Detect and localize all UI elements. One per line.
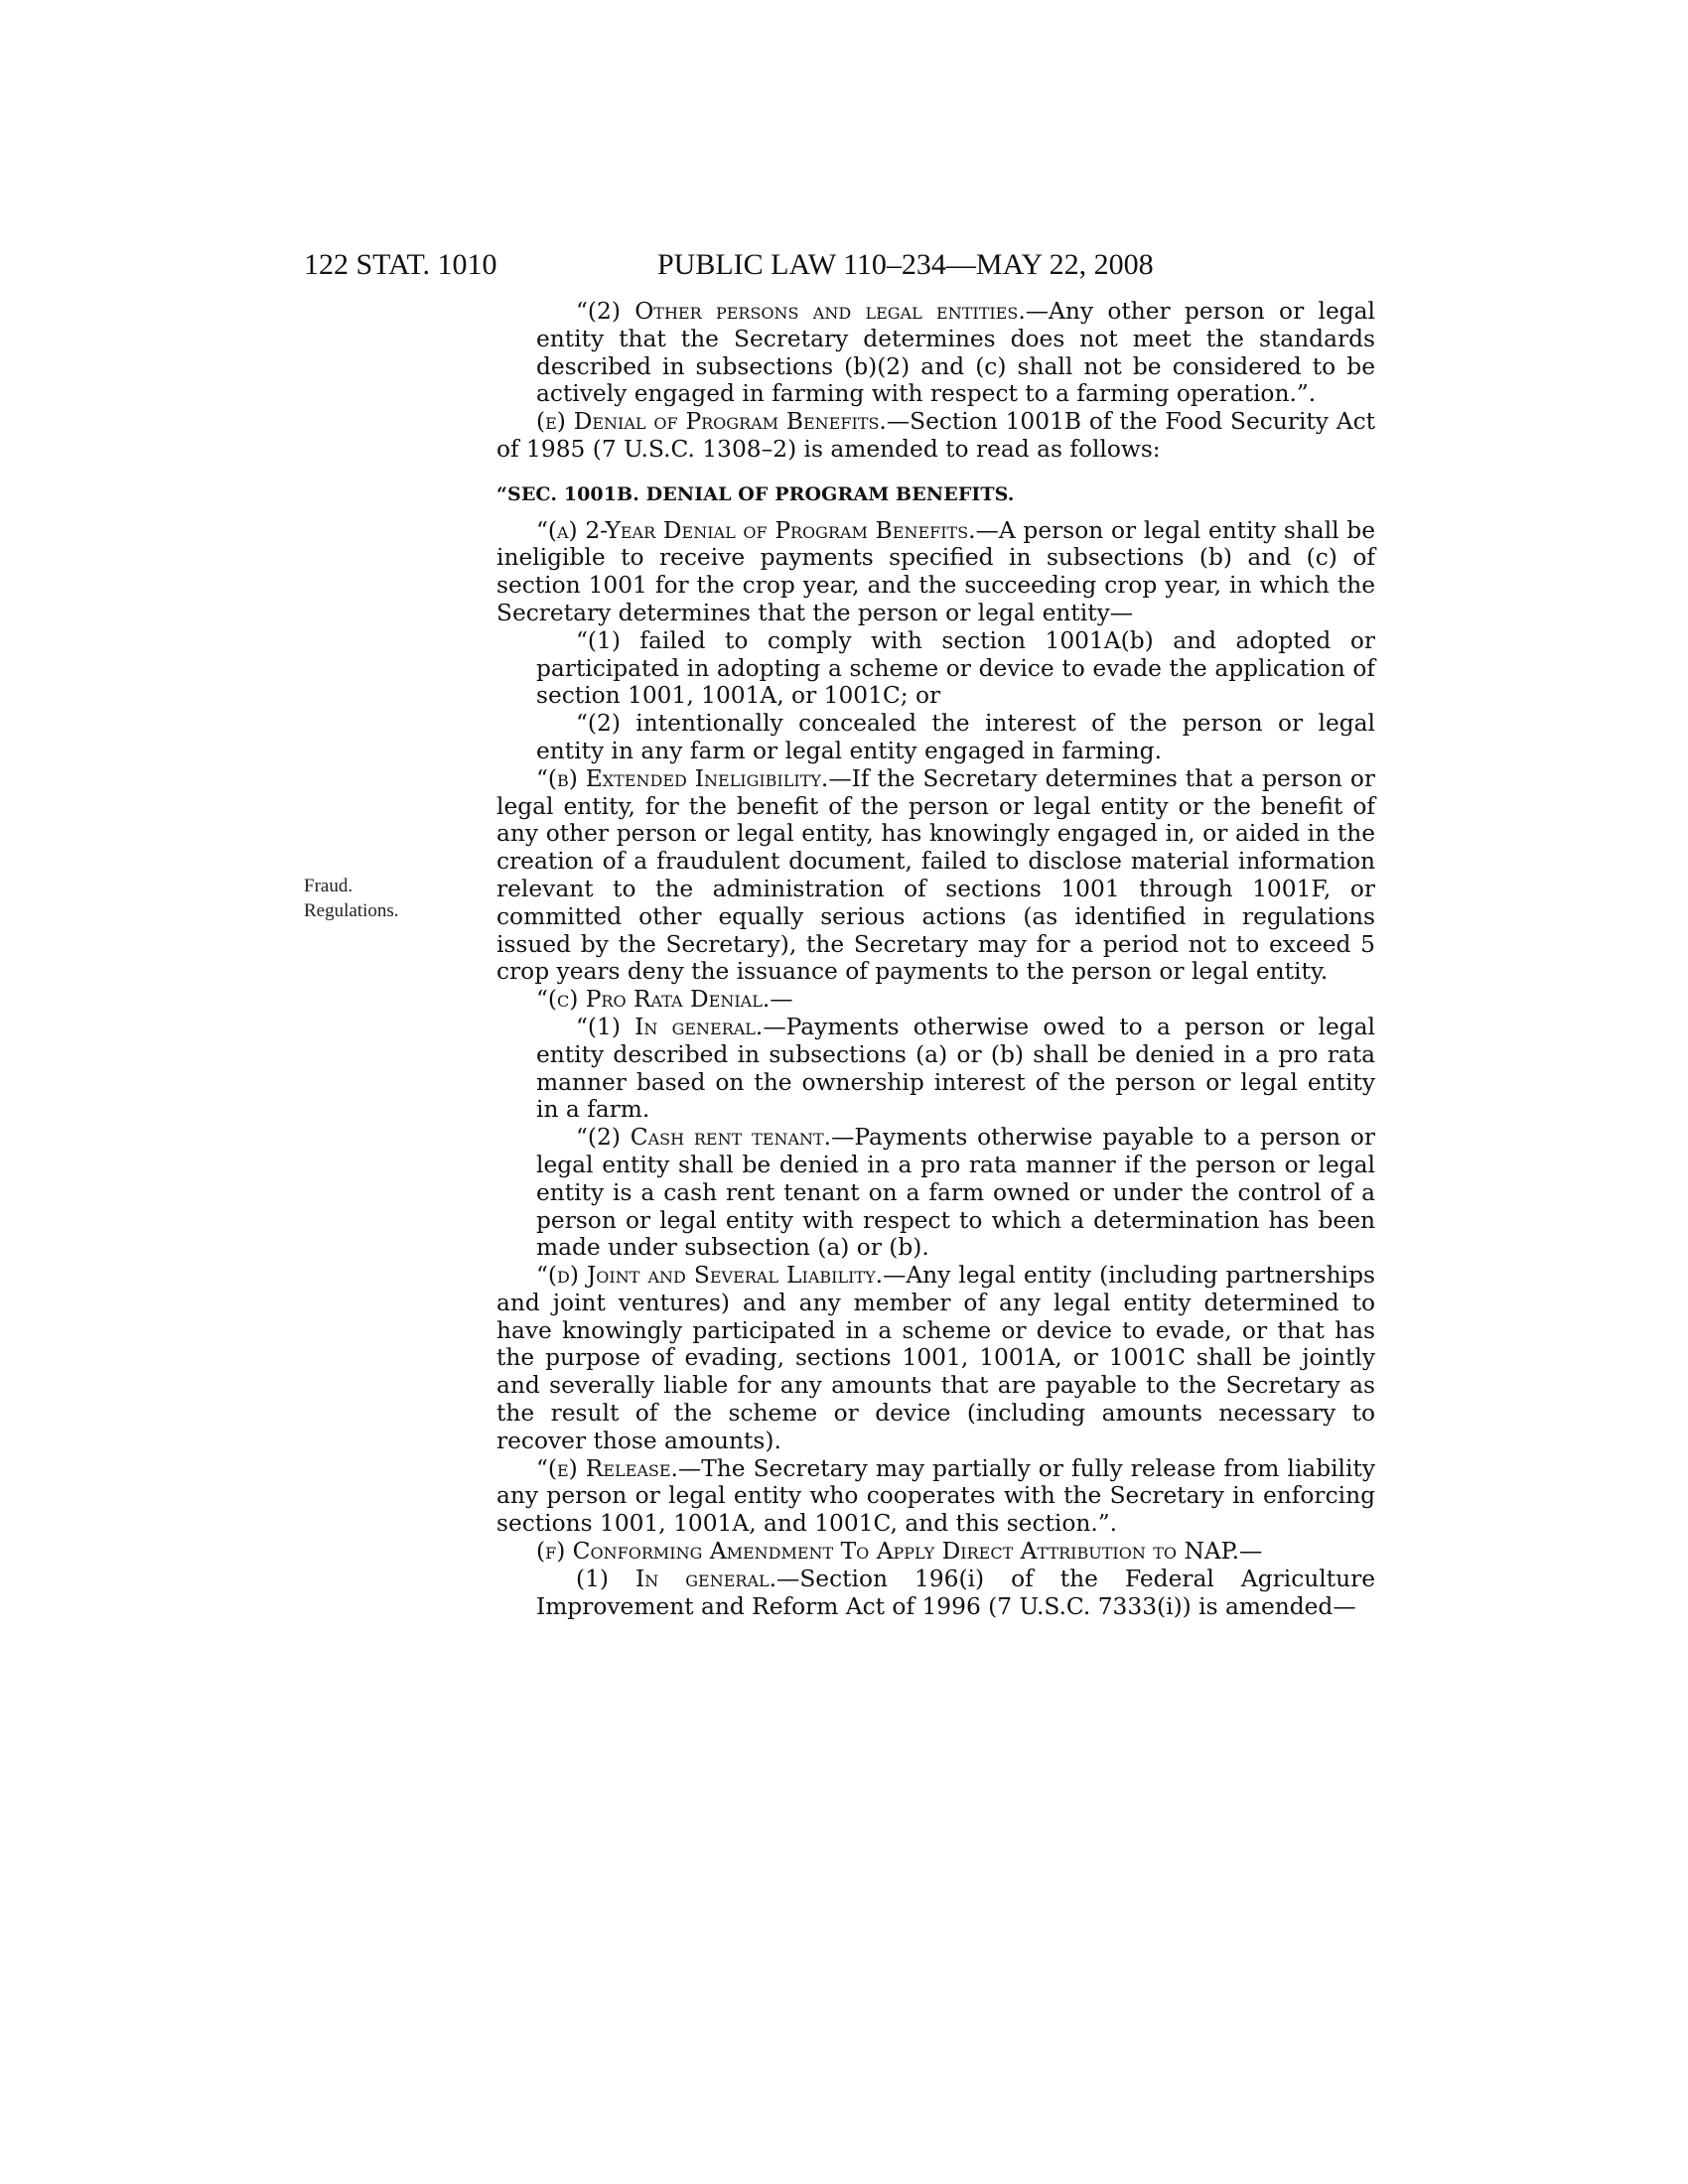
paragraph-text: —Any legal entity (including partnerships and joint ventures) and any member of any legal entity determined to have knowingly participated in a scheme or device to evade, or that has the purpose of evading, sections 1001, 1001A, or 1001C shall be jointly and severally liable for any amounts that are payable to the Secretary as the result of the scheme or device (including amounts necessary to recover those amounts). [496,1262,1375,1454]
paragraph-in-general [496,1014,1375,1124]
section-heading-text: “SEC. 1001B. DENIAL OF PROGRAM BENEFITS. [496,482,1015,505]
paragraph-extended-ineligibility [496,765,1375,986]
paragraph-caption: “(c) Pro Rata Denial. [536,986,771,1014]
paragraph-release [496,1455,1375,1538]
paragraph-joint-and-several-liability [496,1262,1375,1455]
statute-page-number: 122 STAT. 1010 [304,248,497,281]
paragraph-caption: “(1) In general. [576,1013,764,1040]
paragraph-text: —Any other person or legal entity that the Secretary determines does not meet the standards described in subsections (b)(2) and (c) shall not be considered to be actively engaged in farming with respect to a farming operation.”. [536,298,1375,408]
paragraph-caption: (e) Denial of Program Benefits. [536,408,887,436]
paragraph-text: —A person or legal entity shall be ineligible to receive payments specified in subsections (b) and (c) of section 1001 for the crop year, and the succeeding crop year, in which the Secretary determines that the person or legal entity— [496,516,1376,626]
paragraph-caption: “(a) 2-Year Denial of Program Benefits. [536,516,976,544]
paragraph-conforming-amendment [496,1538,1375,1566]
paragraph-failed-to-comply [496,627,1375,710]
paragraph-text: —Payments otherwise owed to a person or legal entity described in subsections (a) or (b) shall be denied in a pro rata manner based on the ownership interest of the person or legal entity in a farm. [536,1013,1375,1124]
paragraph-text: — [1239,1538,1263,1566]
paragraph-text: —The Secretary may partially or fully release from liability any person or legal entity who cooperates with the Secretary in enforcing sections 1001, 1001A, and 1001C, and this section.”. [496,1454,1375,1538]
page-header [0,248,1688,288]
paragraph-concealed-interest [496,710,1375,765]
paragraph-nap-in-general [496,1566,1375,1621]
paragraph-text: “(1) failed to comply with section 1001A(b) and adopted or participated in adopting a scheme or device to evade the application of section 1001, 1001A, or 1001C; or [536,626,1375,710]
margin-note [304,874,399,923]
paragraph-caption: (1) In general. [576,1565,777,1592]
paragraph-text: — [770,986,793,1014]
paragraph-text: “(2) intentionally concealed the interest of the person or legal entity in any farm or legal entity engaged in farming. [536,710,1375,764]
paragraph-2-year-denial [496,517,1375,627]
public-law-title: PUBLIC LAW 110–234—MAY 22, 2008 [657,248,1154,281]
paragraph-caption: “(d) Joint and Several Liability. [536,1262,884,1290]
paragraph-pro-rata-denial [496,986,1375,1014]
paragraph-text: —If the Secretary determines that a person or legal entity, for the benefit of the person or legal entity or the benefit of any other person or legal entity, has knowingly engaged in, or aided in the creation of a fraudulent document, failed to disclose material information relevant to the administration of sections 1001 through 1001F, or committed other equally serious actions (as identified in regulations issued by the Secretary), the Secretary may for a period not to exceed 5 crop years deny the issuance of payments to the person or legal entity. [496,764,1375,986]
margin-note-fraud: Fraud. [304,876,353,896]
paragraph-caption: “(2) Cash rent tenant. [576,1124,832,1152]
margin-note-regulations: Regulations. [304,900,399,921]
paragraph-caption: “(b) Extended Ineligibility. [536,764,829,792]
paragraph-text: —Payments otherwise payable to a person or legal entity shall be denied in a pro rata manner if the person or legal entity is a cash rent tenant on a farm owned or under the control of a person or legal entity with respect to which a determination has been made under subsection (a) or (b). [536,1124,1375,1262]
paragraph-denial-of-program-benefits [496,408,1375,464]
paragraph-caption: “(e) Release. [536,1454,678,1482]
paragraph-cash-rent-tenant [496,1124,1375,1262]
paragraph-caption: “(2) Other persons and legal entities. [576,298,1026,325]
body-text [496,298,1375,1620]
paragraph-caption: (f) Conforming Amendment To Apply Direct Attribution to NAP. [536,1538,1240,1566]
paragraph-text: —Section 196(i) of the Federal Agriculture Improvement and Reform Act of 1996 (7 U.S.C. 7333(i)) is amended— [536,1565,1375,1620]
section-heading [496,481,1375,509]
paragraph-text: —Section 1001B of the Food Security Act of 1985 (7 U.S.C. 1308–2) is amended to read as follows: [496,408,1375,463]
paragraph-other-persons [496,298,1375,408]
